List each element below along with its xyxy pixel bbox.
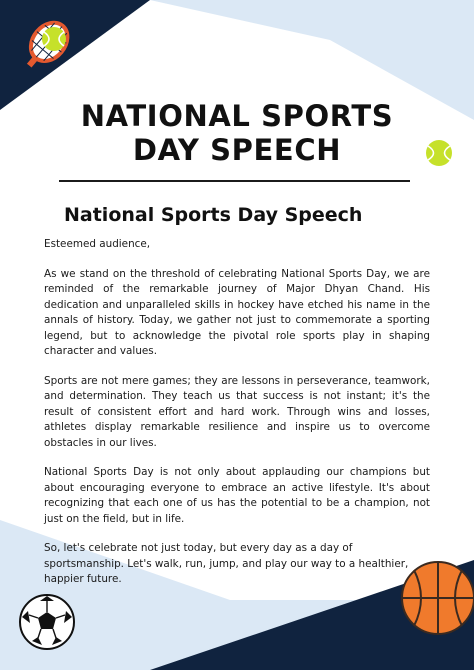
salutation: Esteemed audience, bbox=[44, 238, 151, 250]
speech-body bbox=[44, 237, 430, 602]
tennis-ball-icon bbox=[40, 25, 68, 53]
title-divider bbox=[59, 180, 410, 182]
paragraph-1: As we stand on the threshold of celebrating National Sports Day, we are reminded of the remarkable journey of Major Dhyan Chand. His dedication and unparalleled skills in hockey have etched his name in the annals of history. Today, we gather not just to commemorate a sporting legend, but to acknowledge the pivotal role sports play in shaping character and values. bbox=[44, 267, 430, 357]
page-title bbox=[0, 99, 474, 167]
title-line-2: DAY SPEECH bbox=[132, 133, 342, 167]
paragraph-4: So, let's celebrate not just today, but every day as a day of sportsmanship. Let's walk, run, jump, and play our way to a healthier, happier future. bbox=[44, 542, 409, 585]
title-line-1: NATIONAL SPORTS bbox=[80, 99, 394, 133]
speech-subtitle: National Sports Day Speech bbox=[64, 204, 363, 226]
paragraph-3: National Sports Day is not only about applauding our champions but about encouraging everyone to embrace an active lifestyle. It's about recognizing that each one of us has the potential to be a champion, not just on the field, but in life. bbox=[44, 466, 430, 525]
paragraph-2: Sports are not mere games; they are lessons in perseverance, teamwork, and determination. They teach us that success is not instant; it's the result of consistent effort and hard work. Through wins and losses, athletes display remarkable resilience and inspire us to overcome obstacles in our lives. bbox=[44, 374, 430, 449]
soccer-ball-icon bbox=[18, 593, 76, 651]
